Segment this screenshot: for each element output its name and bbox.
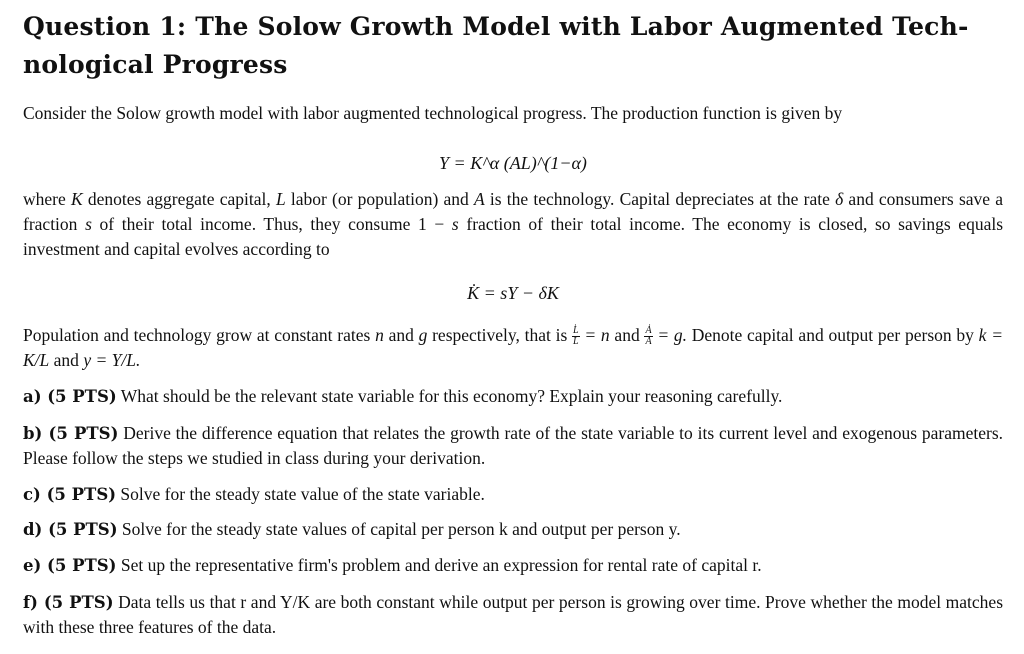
question-a (23, 384, 1003, 409)
var-A: A (474, 189, 485, 209)
var-s-2: s (451, 214, 459, 234)
capital-evolution-equation (23, 280, 1003, 306)
question-a-text: What should be the relevant state variable for this economy? Explain your reasoning carefully. (120, 386, 783, 406)
question-e (23, 553, 1003, 578)
p2-text-e: and consumers save a fraction (23, 189, 1004, 234)
p3-text-c: respectively, that is (432, 325, 568, 345)
p3-text-a: Population and technology grow at constant rates (23, 325, 371, 345)
question-d-text: Solve for the steady state values of capital per person k and output per person y. (121, 519, 681, 539)
p2-text-g: fraction of their total income. The economy is closed, so savings equals investment and capital evolves according to (23, 214, 1004, 259)
intro-paragraph-1: Consider the Solow growth model with labor augmented technological progress. The production function is given by (23, 103, 843, 123)
question-f-text: Data tells us that r and Y/K are both constant while output per person is growing over time. Prove whether the model matches with these three features of the data. (23, 592, 1003, 637)
question-b-label: b) (5 PTS) (23, 424, 119, 443)
p3-text-e: and (53, 350, 79, 370)
p2-text-a: where (23, 189, 66, 209)
p2-text-b: denotes aggregate capital, (87, 189, 271, 209)
var-K: K (70, 189, 83, 209)
question-e-label: e) (5 PTS) (23, 556, 117, 575)
question-b (23, 421, 1003, 471)
var-n: n (375, 325, 384, 345)
question-c-label: c) (5 PTS) (23, 485, 117, 504)
var-s: s (85, 214, 92, 234)
def-k: k = K/L (23, 325, 1003, 370)
var-g: g (418, 325, 428, 345)
p3-text-b: and (388, 325, 414, 345)
question-b-text: Derive the difference equation that relates the growth rate of the state variable to its current level and exogenous parameters. Please follow the steps we studied in class during your derivation. (23, 423, 1004, 468)
p2-text-f: of their total income. Thus, they consume 1 − (99, 214, 445, 234)
p2-text-c: labor (or population) and (290, 189, 469, 209)
eq-A-growth: = g. (657, 325, 687, 345)
p3-text-d: Denote capital and output per person by (691, 325, 974, 345)
capital-evolution-text: K̇ = sY − δK (467, 283, 559, 303)
production-function-equation (23, 150, 1003, 176)
p2-text-d: is the technology. Capital depreciates at the rate (489, 189, 830, 209)
question-f (23, 590, 1003, 640)
production-function-text: Y = K^α (AL)^(1−α) (439, 153, 587, 173)
question-title: Question 1: The Solow Growth Model with Labor Augmented Tech-nological Progress (23, 12, 969, 79)
question-a-label: a) (5 PTS) (23, 387, 117, 406)
question-c-text: Solve for the steady state value of the state variable. (120, 484, 485, 504)
question-d-label: d) (5 PTS) (23, 520, 118, 539)
question-c (23, 482, 1003, 507)
question-d (23, 517, 1003, 542)
question-e-text: Set up the representative firm's problem and derive an expression for rental rate of capital r. (120, 555, 762, 575)
def-y: y = Y/L. (83, 350, 141, 370)
question-f-label: f) (5 PTS) (23, 593, 114, 612)
p3-and: and (614, 325, 640, 345)
eq-L-growth: = n (584, 325, 610, 345)
fraction-Adot-over-A: $\frac{Ȧ}{A}$ (645, 325, 652, 348)
intro-paragraph-3 (23, 323, 1003, 373)
var-delta: δ (835, 189, 844, 209)
intro-paragraph-2 (23, 187, 1003, 262)
var-L: L (275, 189, 286, 209)
fraction-Ldot-over-L: $\frac{L̇}{L}$ (573, 325, 579, 348)
